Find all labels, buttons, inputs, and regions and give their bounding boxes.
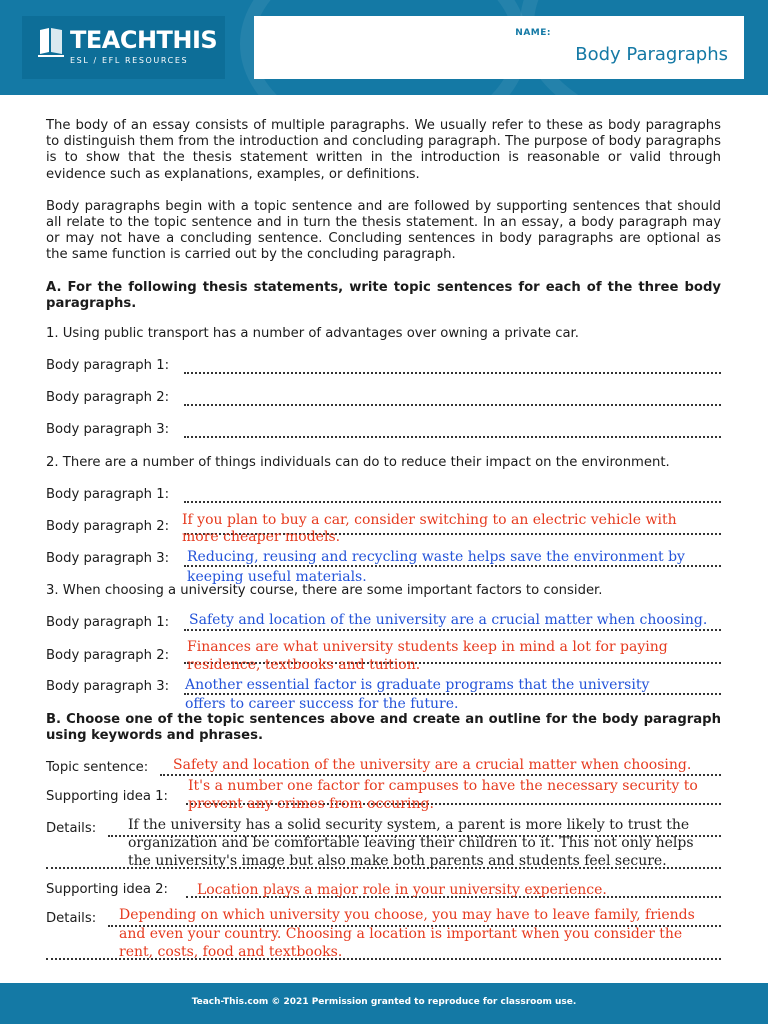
page-title: Body Paragraphs bbox=[575, 44, 728, 65]
logo-subtitle: ESL / EFL RESOURCES bbox=[70, 56, 189, 65]
handwritten-answer: Safety and location of the university are a crucial matter when choosing. bbox=[189, 612, 708, 628]
answer-line[interactable] bbox=[46, 487, 721, 505]
body-paragraph-label: Body paragraph 1: bbox=[46, 487, 170, 502]
intro-paragraph-1: The body of an essay consists of multiple paragraphs. We usually refer to these as body paragraphs to distinguish them from the introduction and concluding paragraph. The purpose of body paragraphs is to show that the thesis statement written in the introduction is reasonable or valid through evidence such as explanations, examples, or definitions. bbox=[46, 118, 721, 182]
handwritten-answer: offers to career success for the future. bbox=[185, 696, 459, 712]
dotted-line bbox=[184, 436, 721, 438]
handwritten-answer: Reducing, reusing and recycling waste helps save the environment by bbox=[187, 549, 685, 565]
dotted-line bbox=[184, 501, 721, 503]
handwritten-answer: keeping useful materials. bbox=[187, 569, 367, 585]
intro-text bbox=[46, 118, 721, 312]
book-icon bbox=[36, 26, 66, 58]
handwritten-answer: It's a number one factor for campuses to have the necessary security to bbox=[188, 778, 698, 794]
handwritten-answer: If you plan to buy a car, consider switching to an electric vehicle with bbox=[182, 512, 677, 528]
details-label: Details: bbox=[46, 911, 97, 926]
body-paragraph-label: Body paragraph 3: bbox=[46, 551, 170, 566]
handwritten-answer: If the university has a solid security system, a parent is more likely to trust the bbox=[128, 817, 690, 833]
footer-text: Teach-This.com © 2021 Permission granted to reproduce for classroom use. bbox=[191, 997, 577, 1007]
handwritten-answer: Depending on which university you choose, you may have to leave family, friends bbox=[119, 907, 695, 923]
body-paragraph-label: Body paragraph 3: bbox=[46, 679, 170, 694]
handwritten-answer: prevent any crimes from occuring. bbox=[188, 796, 434, 812]
answer-line[interactable] bbox=[46, 358, 721, 376]
section-a-heading: A. For the following thesis statements, write topic sentences for each of the three body paragraphs. bbox=[46, 279, 721, 311]
answer-line[interactable] bbox=[46, 422, 721, 440]
dotted-line bbox=[184, 629, 721, 631]
handwritten-answer: Safety and location of the university are a crucial matter when choosing. bbox=[173, 757, 692, 773]
name-field[interactable] bbox=[254, 16, 744, 79]
logo-text: TEACHTHIS bbox=[70, 26, 218, 54]
body-paragraph-label: Body paragraph 2: bbox=[46, 648, 170, 663]
handwritten-answer: Location plays a major role in your university experience. bbox=[197, 882, 607, 898]
details-label: Details: bbox=[46, 821, 97, 836]
handwritten-answer: residence, textbooks and tuition. bbox=[187, 657, 421, 673]
dotted-line bbox=[184, 372, 721, 374]
body-paragraph-label: Body paragraph 2: bbox=[46, 519, 170, 534]
handwritten-answer: Another essential factor is graduate programs that the university bbox=[185, 677, 650, 693]
body-paragraph-label: Body paragraph 1: bbox=[46, 615, 170, 630]
answer-line[interactable] bbox=[46, 390, 721, 408]
supporting-idea-label: Supporting idea 1: bbox=[46, 789, 168, 804]
handwritten-answer: more cheaper models. bbox=[182, 529, 341, 545]
question-1: 1. Using public transport has a number of advantages over owning a private car. bbox=[46, 326, 579, 341]
supporting-idea-label: Supporting idea 2: bbox=[46, 882, 168, 897]
section-b-heading: B. Choose one of the topic sentences above and create an outline for the body paragraph using keywords and phrases. bbox=[46, 712, 721, 744]
dotted-line bbox=[184, 404, 721, 406]
handwritten-answer: organization and be comfortable leaving their children to it. This not only helps bbox=[128, 835, 694, 851]
question-3: 3. When choosing a university course, there are some important factors to consider. bbox=[46, 583, 603, 598]
handwritten-answer: rent, costs, food and textbooks. bbox=[119, 944, 343, 960]
topic-sentence-label: Topic sentence: bbox=[46, 760, 149, 775]
name-label: NAME: bbox=[515, 28, 551, 38]
body-paragraph-label: Body paragraph 1: bbox=[46, 358, 170, 373]
handwritten-answer: the university's image but also make both parents and students feel secure. bbox=[128, 853, 667, 869]
handwritten-answer: and even your country. Choosing a location is important when you consider the bbox=[119, 926, 683, 942]
dotted-line bbox=[160, 774, 721, 776]
logo bbox=[22, 16, 225, 79]
header-banner bbox=[0, 0, 768, 95]
body-paragraph-label: Body paragraph 2: bbox=[46, 390, 170, 405]
question-2: 2. There are a number of things individuals can do to reduce their impact on the environment. bbox=[46, 455, 670, 470]
handwritten-answer: Finances are what university students keep in mind a lot for paying bbox=[187, 639, 668, 655]
intro-paragraph-2: Body paragraphs begin with a topic sentence and are followed by supporting sentences that should all relate to the topic sentence and in turn the thesis statement. In an essay, a body paragraph may or may not have a concluding sentence. Concluding sentences in body paragraphs are optional as the same function is carried out by the concluding paragraph. bbox=[46, 198, 721, 263]
body-paragraph-label: Body paragraph 3: bbox=[46, 422, 170, 437]
footer bbox=[0, 983, 768, 1024]
